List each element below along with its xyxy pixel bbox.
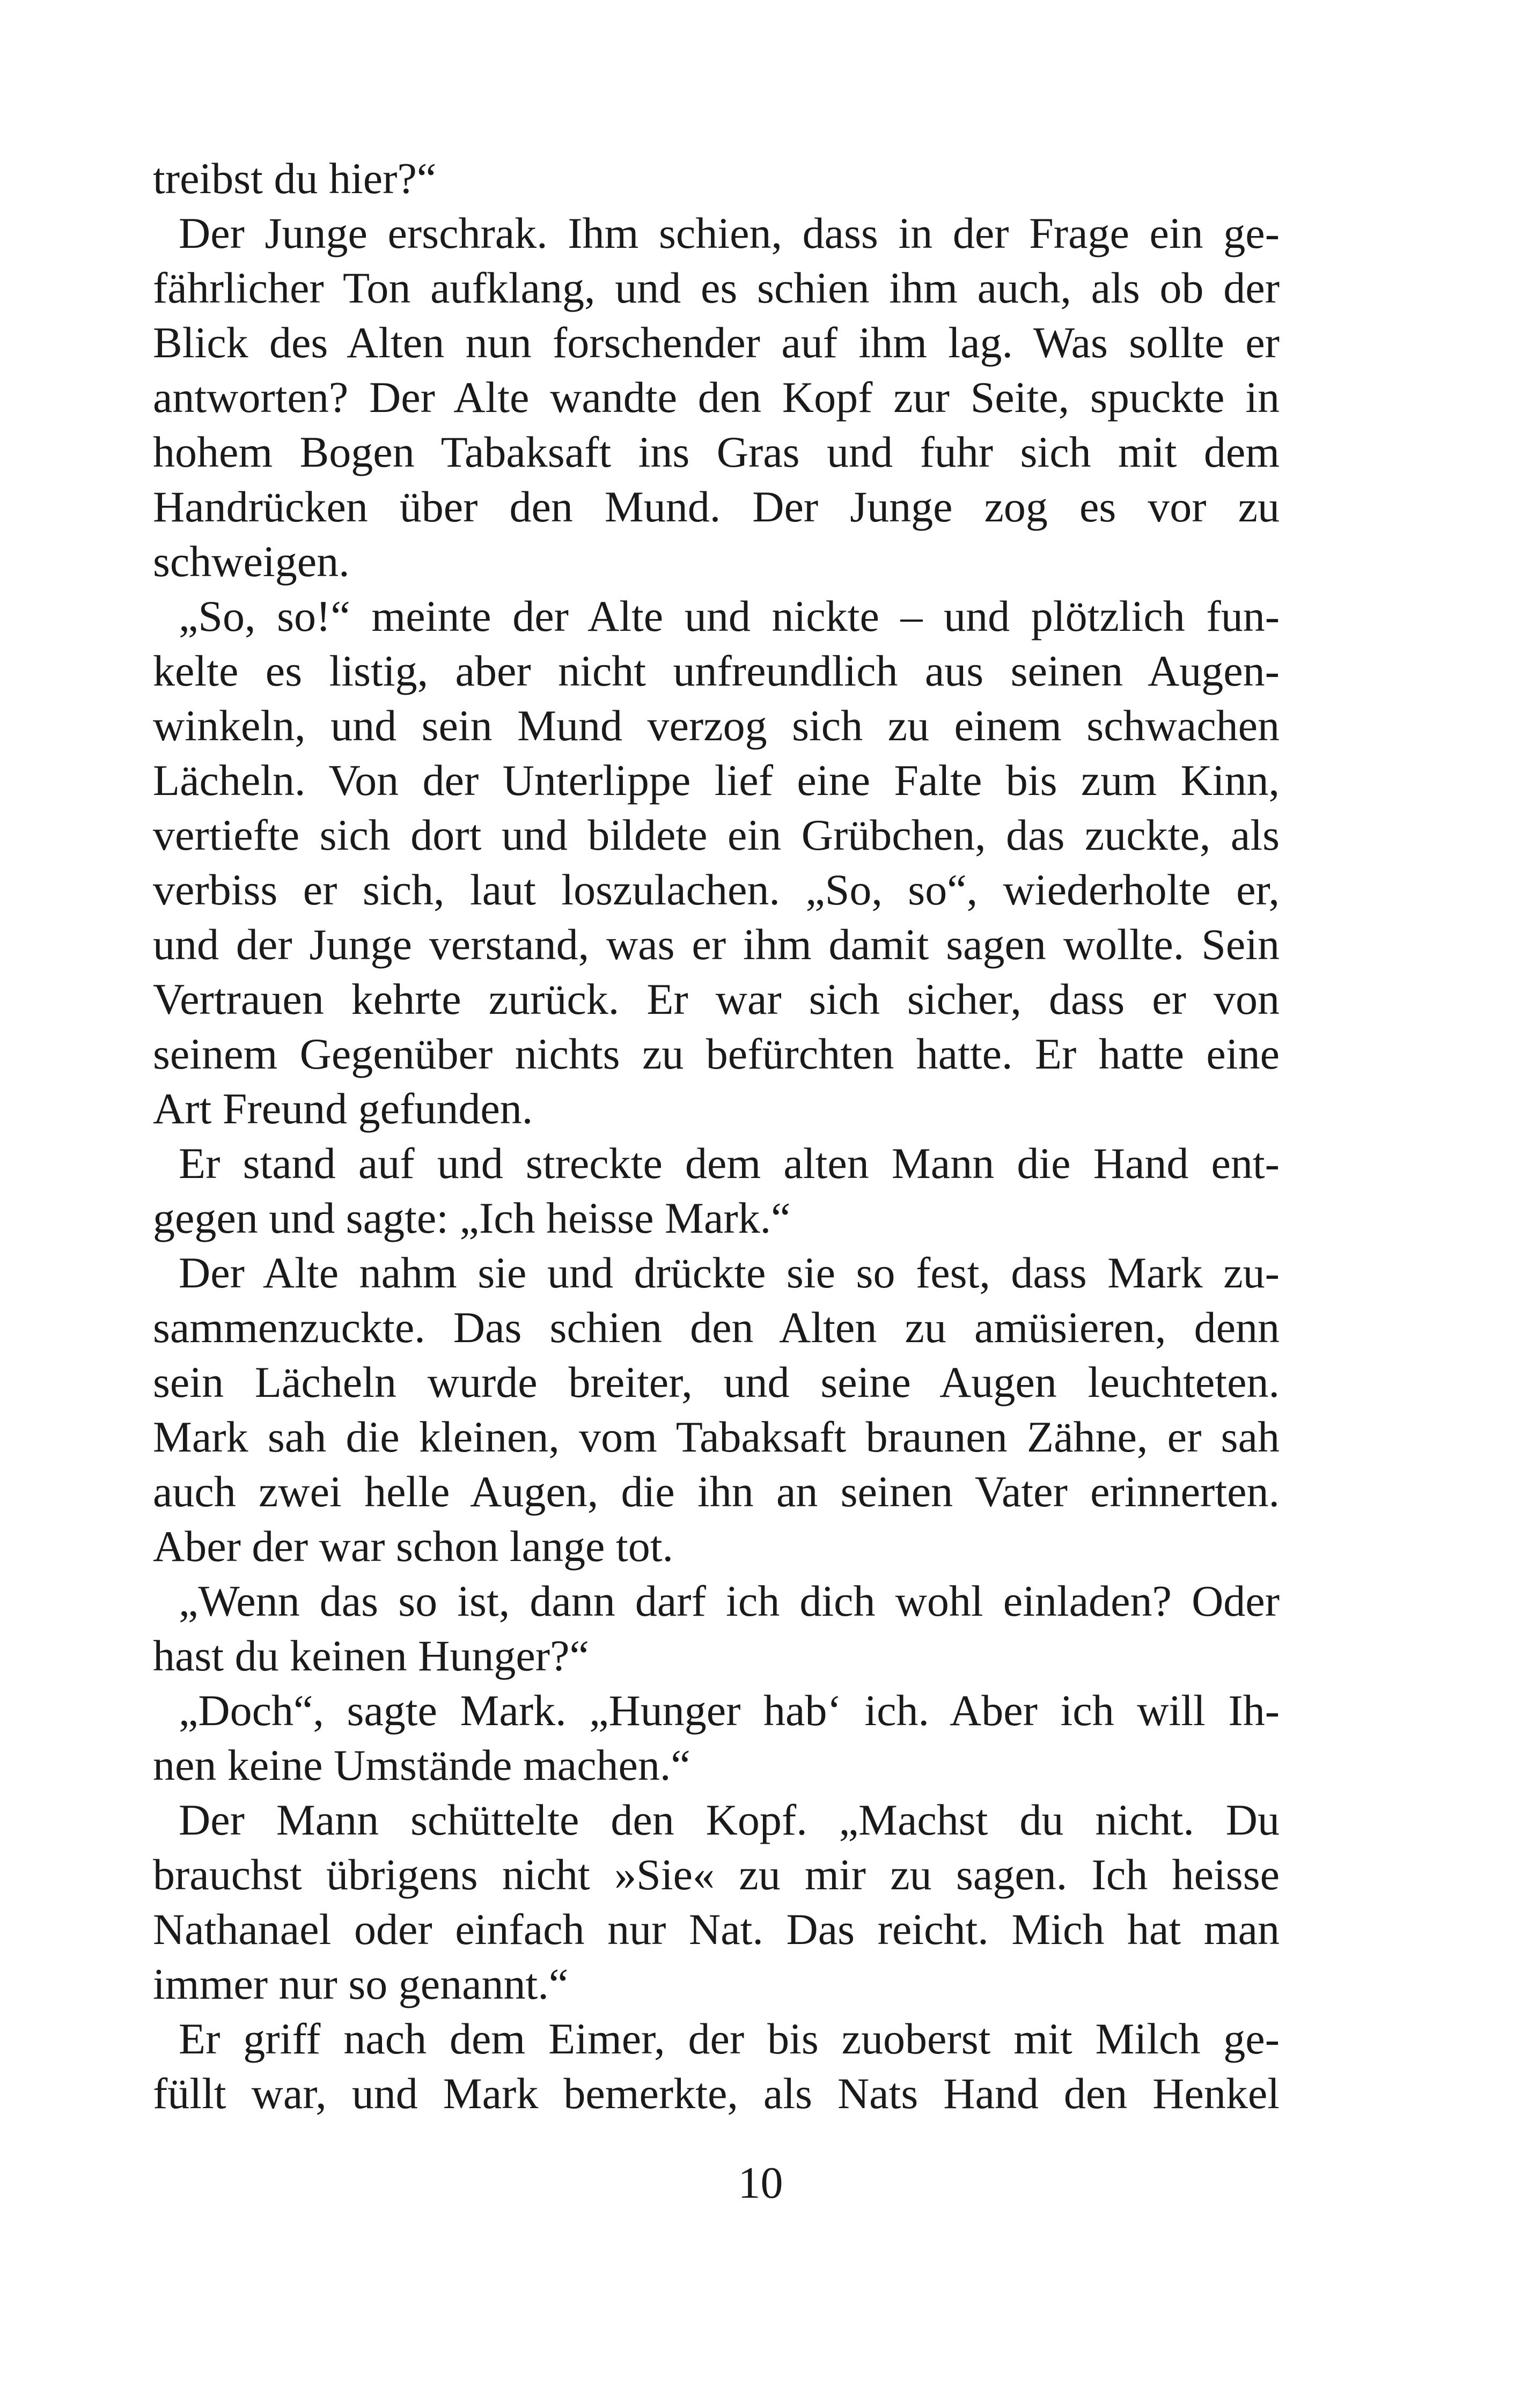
text-line: sammenzuckte. Das schien den Alten zu amüsieren, denn: [153, 1303, 1280, 1352]
text-line: Art Freund gefunden.: [153, 1084, 533, 1133]
body-text: [153, 151, 1280, 2121]
text-line: Blick des Alten nun forschender auf ihm lag. Was sollte er: [153, 318, 1280, 367]
text-line: hast du keinen Hunger?“: [153, 1631, 589, 1680]
text-line: kelte es listig, aber nicht unfreundlich aus seinen Augen-: [153, 646, 1280, 695]
text-line: und der Junge verstand, was er ihm damit sagen wollte. Sein: [153, 920, 1280, 969]
text-line: gegen und sagte: „Ich heisse Mark.“: [153, 1194, 791, 1242]
text-line: nen keine Umstände machen.“: [153, 1741, 690, 1790]
text-line: winkeln, und sein Mund verzog sich zu einem schwachen: [153, 701, 1280, 750]
text-line: „So, so!“ meinte der Alte und nickte – und plötzlich fun-: [179, 592, 1280, 640]
page-number: 10: [738, 2158, 783, 2208]
text-line: Er stand auf und streckte dem alten Mann die Hand ent-: [179, 1139, 1280, 1188]
text-line: brauchst übrigens nicht »Sie« zu mir zu sagen. Ich heisse: [153, 1850, 1280, 1899]
text-line: Mark sah die kleinen, vom Tabaksaft braunen Zähne, er sah: [153, 1412, 1280, 1461]
text-line: sein Lächeln wurde breiter, und seine Augen leuchteten.: [153, 1358, 1280, 1406]
text-line: Der Junge erschrak. Ihm schien, dass in der Frage ein ge-: [179, 209, 1280, 257]
text-line: füllt war, und Mark bemerkte, als Nats Hand den Henkel: [153, 2069, 1280, 2118]
text-line: seinem Gegenüber nichts zu befürchten hatte. Er hatte eine: [153, 1029, 1280, 1078]
text-line: Nathanael oder einfach nur Nat. Das reicht. Mich hat man: [153, 1905, 1280, 1954]
text-line: antworten? Der Alte wandte den Kopf zur Seite, spuckte in: [153, 373, 1280, 422]
text-line: vertiefte sich dort und bildete ein Grübchen, das zuckte, als: [153, 811, 1280, 859]
text-line: Der Alte nahm sie und drückte sie so fest, dass Mark zu-: [179, 1248, 1280, 1297]
text-line: treibst du hier?“: [153, 154, 437, 203]
text-line: schweigen.: [153, 537, 350, 586]
text-line: hohem Bogen Tabaksaft ins Gras und fuhr sich mit dem: [153, 428, 1280, 476]
text-line: verbiss er sich, laut loszulachen. „So, so“, wiederholte er,: [153, 865, 1280, 914]
text-line: Handrücken über den Mund. Der Junge zog es vor zu: [153, 482, 1280, 531]
text-line: fährlicher Ton aufklang, und es schien ihm auch, als ob der: [153, 263, 1280, 312]
text-line: Vertrauen kehrte zurück. Er war sich sicher, dass er von: [153, 975, 1280, 1023]
text-line: auch zwei helle Augen, die ihn an seinen Vater erinnerten.: [153, 1467, 1280, 1516]
text-line: Aber der war schon lange tot.: [153, 1522, 673, 1571]
text-line: „Doch“, sagte Mark. „Hunger hab‘ ich. Aber ich will Ih-: [179, 1686, 1280, 1735]
text-line: immer nur so genannt.“: [153, 1960, 569, 2008]
text-line: „Wenn das so ist, dann darf ich dich wohl einladen? Oder: [179, 1577, 1280, 1625]
text-line: Er griff nach dem Eimer, der bis zuoberst mit Milch ge-: [179, 2014, 1280, 2063]
text-line: Der Mann schüttelte den Kopf. „Machst du nicht. Du: [179, 1795, 1280, 1844]
text-line: Lächeln. Von der Unterlippe lief eine Falte bis zum Kinn,: [153, 756, 1280, 805]
